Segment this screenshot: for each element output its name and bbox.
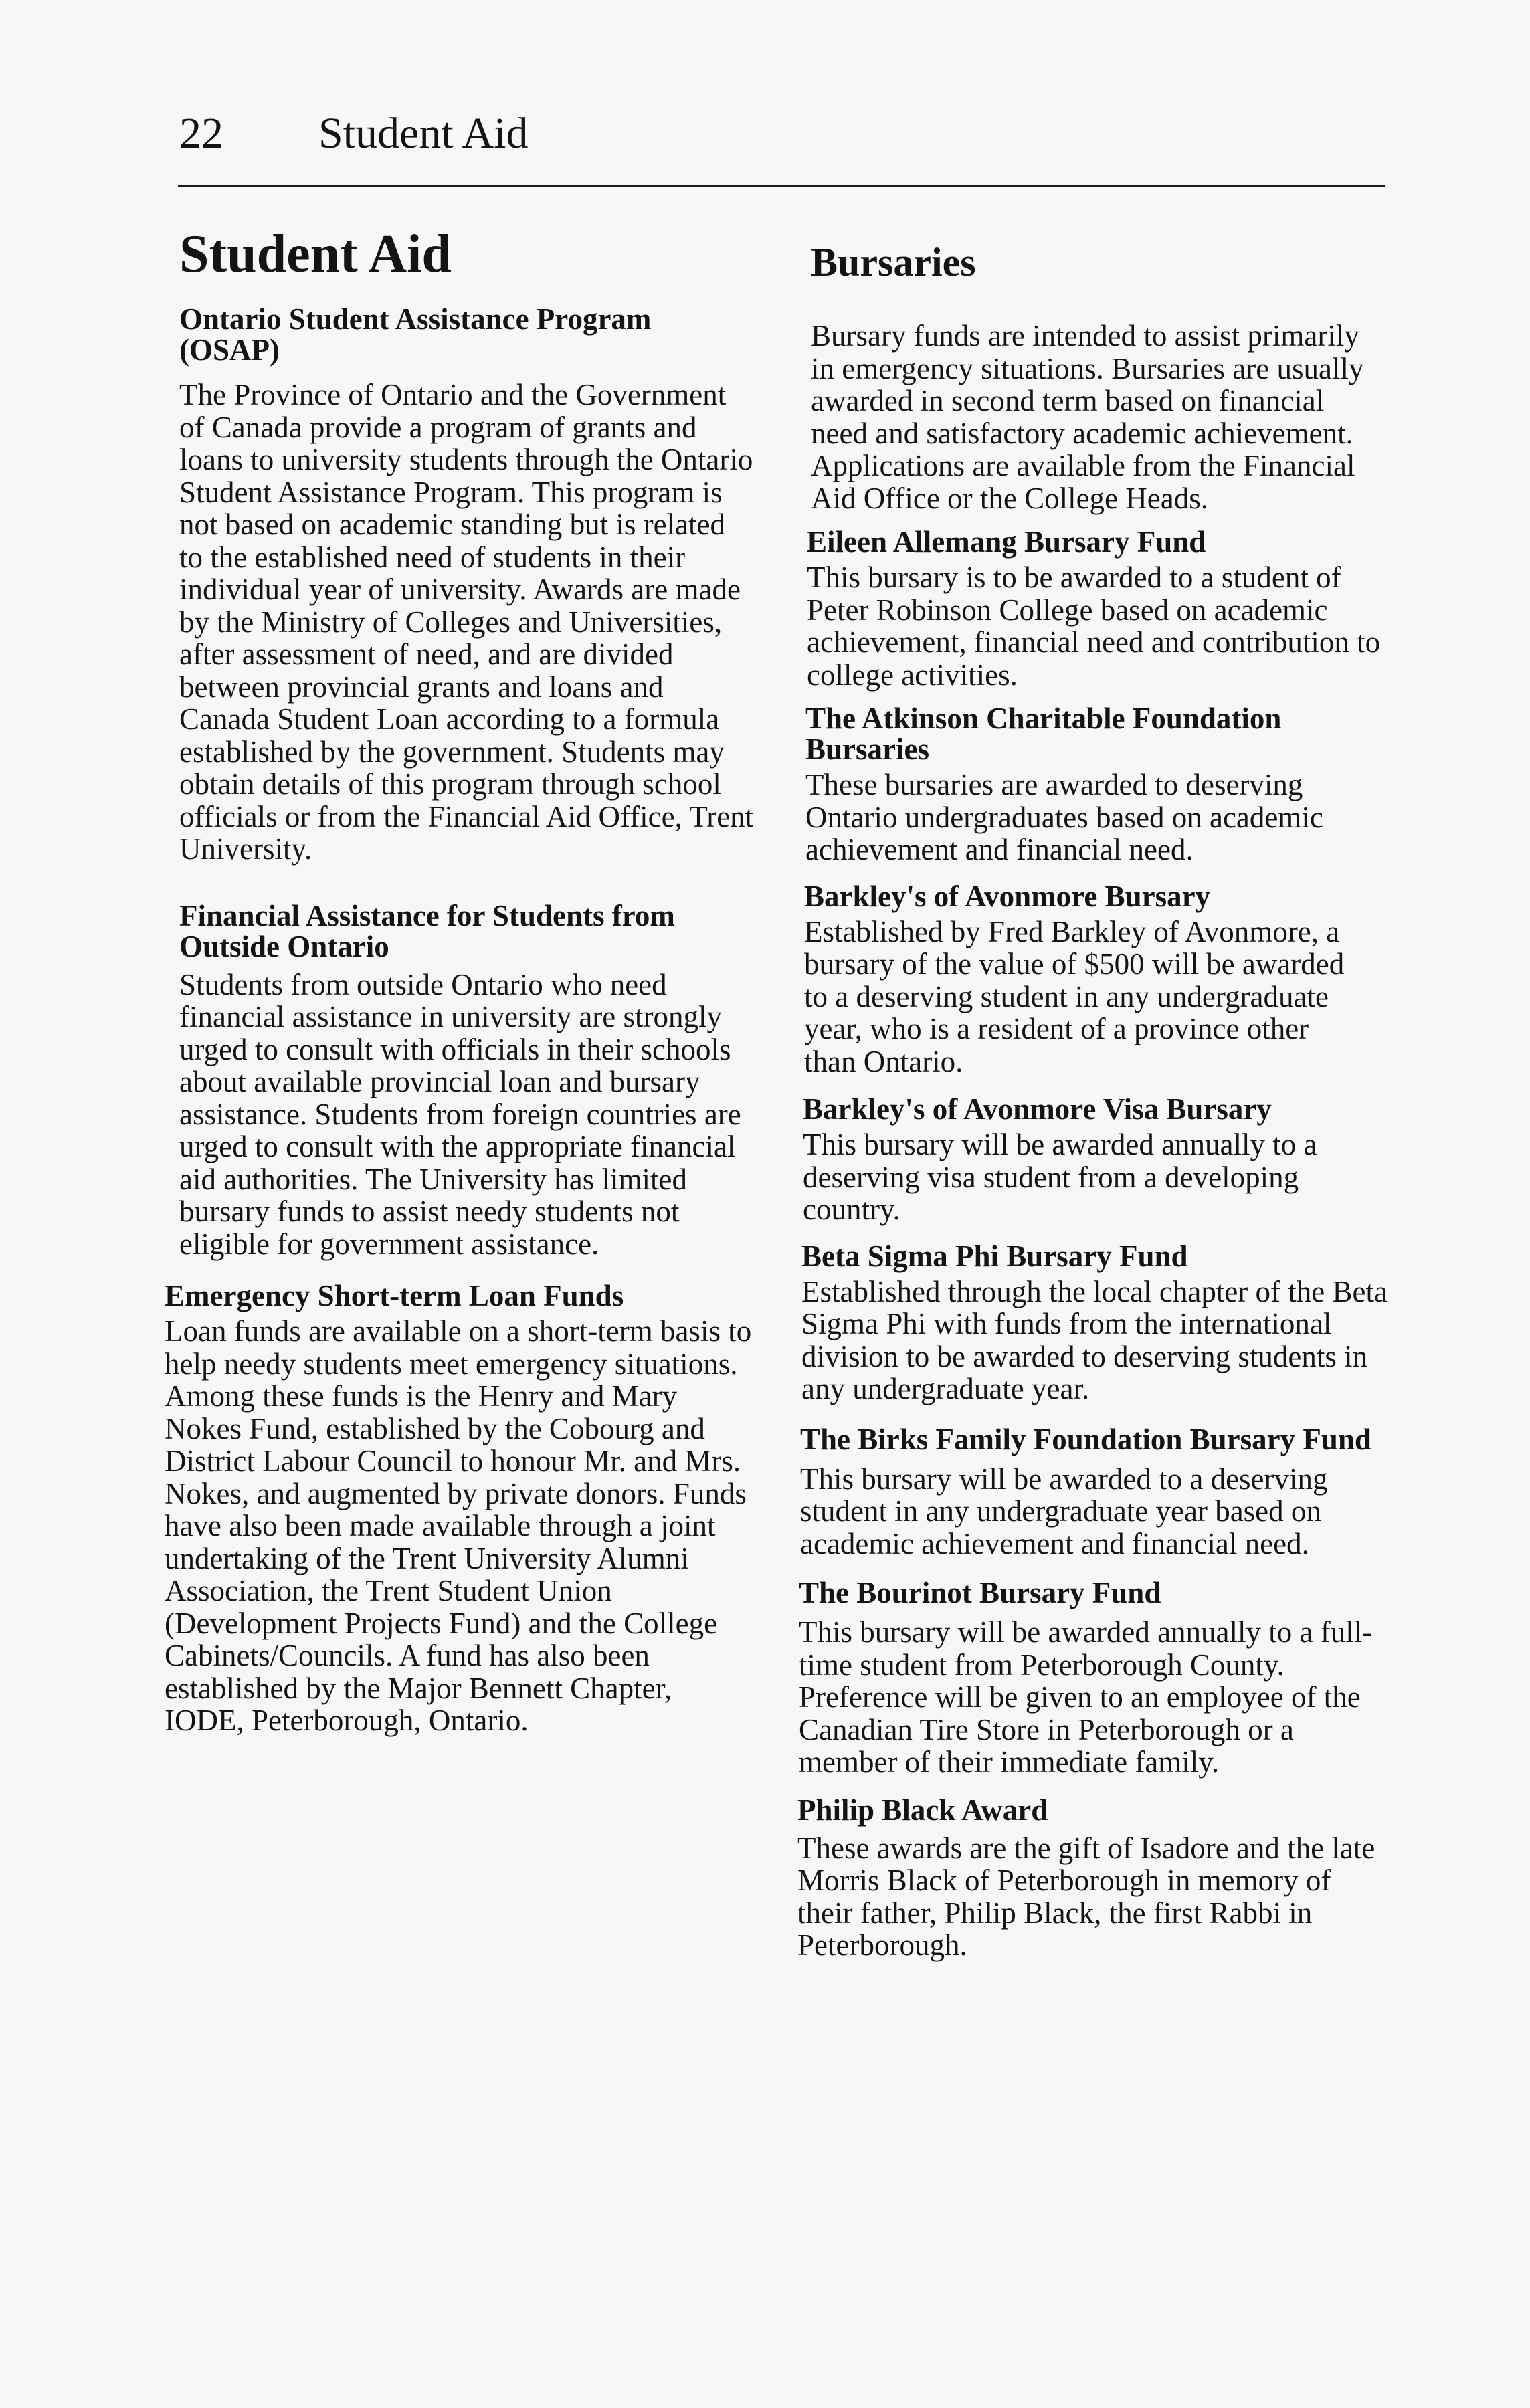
bursary-heading: Beta Sigma Phi Bursary Fund <box>801 1239 1188 1273</box>
page-number: 22 <box>179 109 223 158</box>
section-osap <box>161 304 763 866</box>
bursary-body: Established by Fred Barkley of Avonmore, a bursary of the value of $500 will be awarded to a deserving student in any undergraduate year, who is a resident of a province other than Ontario. <box>804 914 1345 1078</box>
bursary-birks <box>795 1424 1397 1561</box>
bursary-beta-sigma-phi <box>795 1241 1397 1405</box>
section-title: Bursaries <box>811 240 976 284</box>
section-body: Students from outside Ontario who need financial assistance in university are strongly urged to consult with officials in their schools about available provincial loan and bursary assistance. Students from foreign countries are urged to consult with the appropriate financial aid authorities. The University has limited bursary funds to assist needy students not eligible for government assistance. <box>179 967 741 1261</box>
bursary-body: Established through the local chapter of the Beta Sigma Phi with funds from the international division to be awarded to deserving students in any undergraduate year. <box>801 1274 1388 1405</box>
award-philip-black <box>795 1795 1397 1962</box>
bursary-body: This bursary will be awarded to a deserving student in any undergraduate year based on academic achievement and financial need. <box>800 1462 1328 1561</box>
bursary-heading: The Atkinson Charitable Foundation Bursaries <box>805 702 1282 766</box>
section-heading: Emergency Short-term Loan Funds <box>165 1279 624 1312</box>
bursary-barkley <box>795 881 1397 1078</box>
section-body: Bursary funds are intended to assist primarily in emergency situations. Bursaries are usually awarded in second term based on financial need and satisfactory academic achievement. Applications are available from the Financial Aid Office or the College Heads. <box>811 319 1364 515</box>
left-column <box>161 221 763 1737</box>
bursary-body: These bursaries are awarded to deserving Ontario undergraduates based on academic achievement and financial need. <box>805 768 1323 866</box>
running-head <box>179 107 1383 161</box>
page-title: Student Aid <box>179 225 452 284</box>
section-heading: Ontario Student Assistance Program (OSAP) <box>179 302 652 367</box>
bursary-bourinot <box>795 1577 1397 1779</box>
bursary-body: This bursary will be awarded annually to a full-time student from Peterborough County. Preference will be given to an employee of the Canadian Tire Store in Peterborough or a member of their immediate family. <box>799 1615 1373 1779</box>
bursary-atkinson <box>795 703 1397 866</box>
bursary-heading: Philip Black Award <box>797 1793 1048 1827</box>
bursary-heading: Barkley's of Avonmore Visa Bursary <box>803 1092 1272 1126</box>
bursary-barkley-visa <box>795 1094 1397 1226</box>
bursary-heading: The Bourinot Bursary Fund <box>799 1576 1161 1609</box>
bursary-heading: Barkley's of Avonmore Bursary <box>804 879 1211 913</box>
section-body: Loan funds are available on a short-term basis to help needy students meet emergency situations. Among these funds is the Henry and Mary Nokes Fund, established by the Cobourg and District Labour Council to honour Mr. and Mrs. Nokes, and augmented by private donors. Funds have also been made available through a joint undertaking of the Trent University Alumni Association, the Trent Student Union (Development Projects Fund) and the College Cabinets/Councils. A fund has also been established by the Major Bennett Chapter, IODE, Peterborough, Ontario. <box>165 1314 752 1737</box>
section-emergency-loans <box>161 1280 763 1737</box>
section-heading: Financial Assistance for Students from Outside Ontario <box>179 898 675 963</box>
bursary-body: This bursary is to be awarded to a student of Peter Robinson College based on academic achievement, financial need and contribution to college activities. <box>807 561 1381 692</box>
bursary-heading: The Birks Family Foundation Bursary Fund <box>800 1422 1371 1456</box>
bursary-body: These awards are the gift of Isadore and the late Morris Black of Peterborough in memory of their father, Philip Black, the first Rabbi in Peterborough. <box>797 1831 1375 1962</box>
bursary-allemang <box>795 526 1397 691</box>
running-head-section: Student Aid <box>318 109 529 158</box>
section-outside-ontario <box>161 900 763 1261</box>
header-rule <box>178 185 1385 187</box>
right-column <box>795 221 1397 1962</box>
section-body: The Province of Ontario and the Government of Canada provide a program of grants and loans to university students through the Ontario Student Assistance Program. This program is not based on academic standing but is related to the established need of students in their individual year of university. Awards are made by the Ministry of Colleges and Universities, after assessment of need, and are divided between provincial grants and loans and Canada Student Loan according to a formula established by the government. Students may obtain details of this program through school officials or from the Financial Aid Office, Trent University. <box>179 378 754 866</box>
section-bursaries <box>795 229 1397 514</box>
bursary-heading: Eileen Allemang Bursary Fund <box>807 525 1206 559</box>
bursary-body: This bursary will be awarded annually to a deserving visa student from a developing country. <box>803 1128 1317 1226</box>
